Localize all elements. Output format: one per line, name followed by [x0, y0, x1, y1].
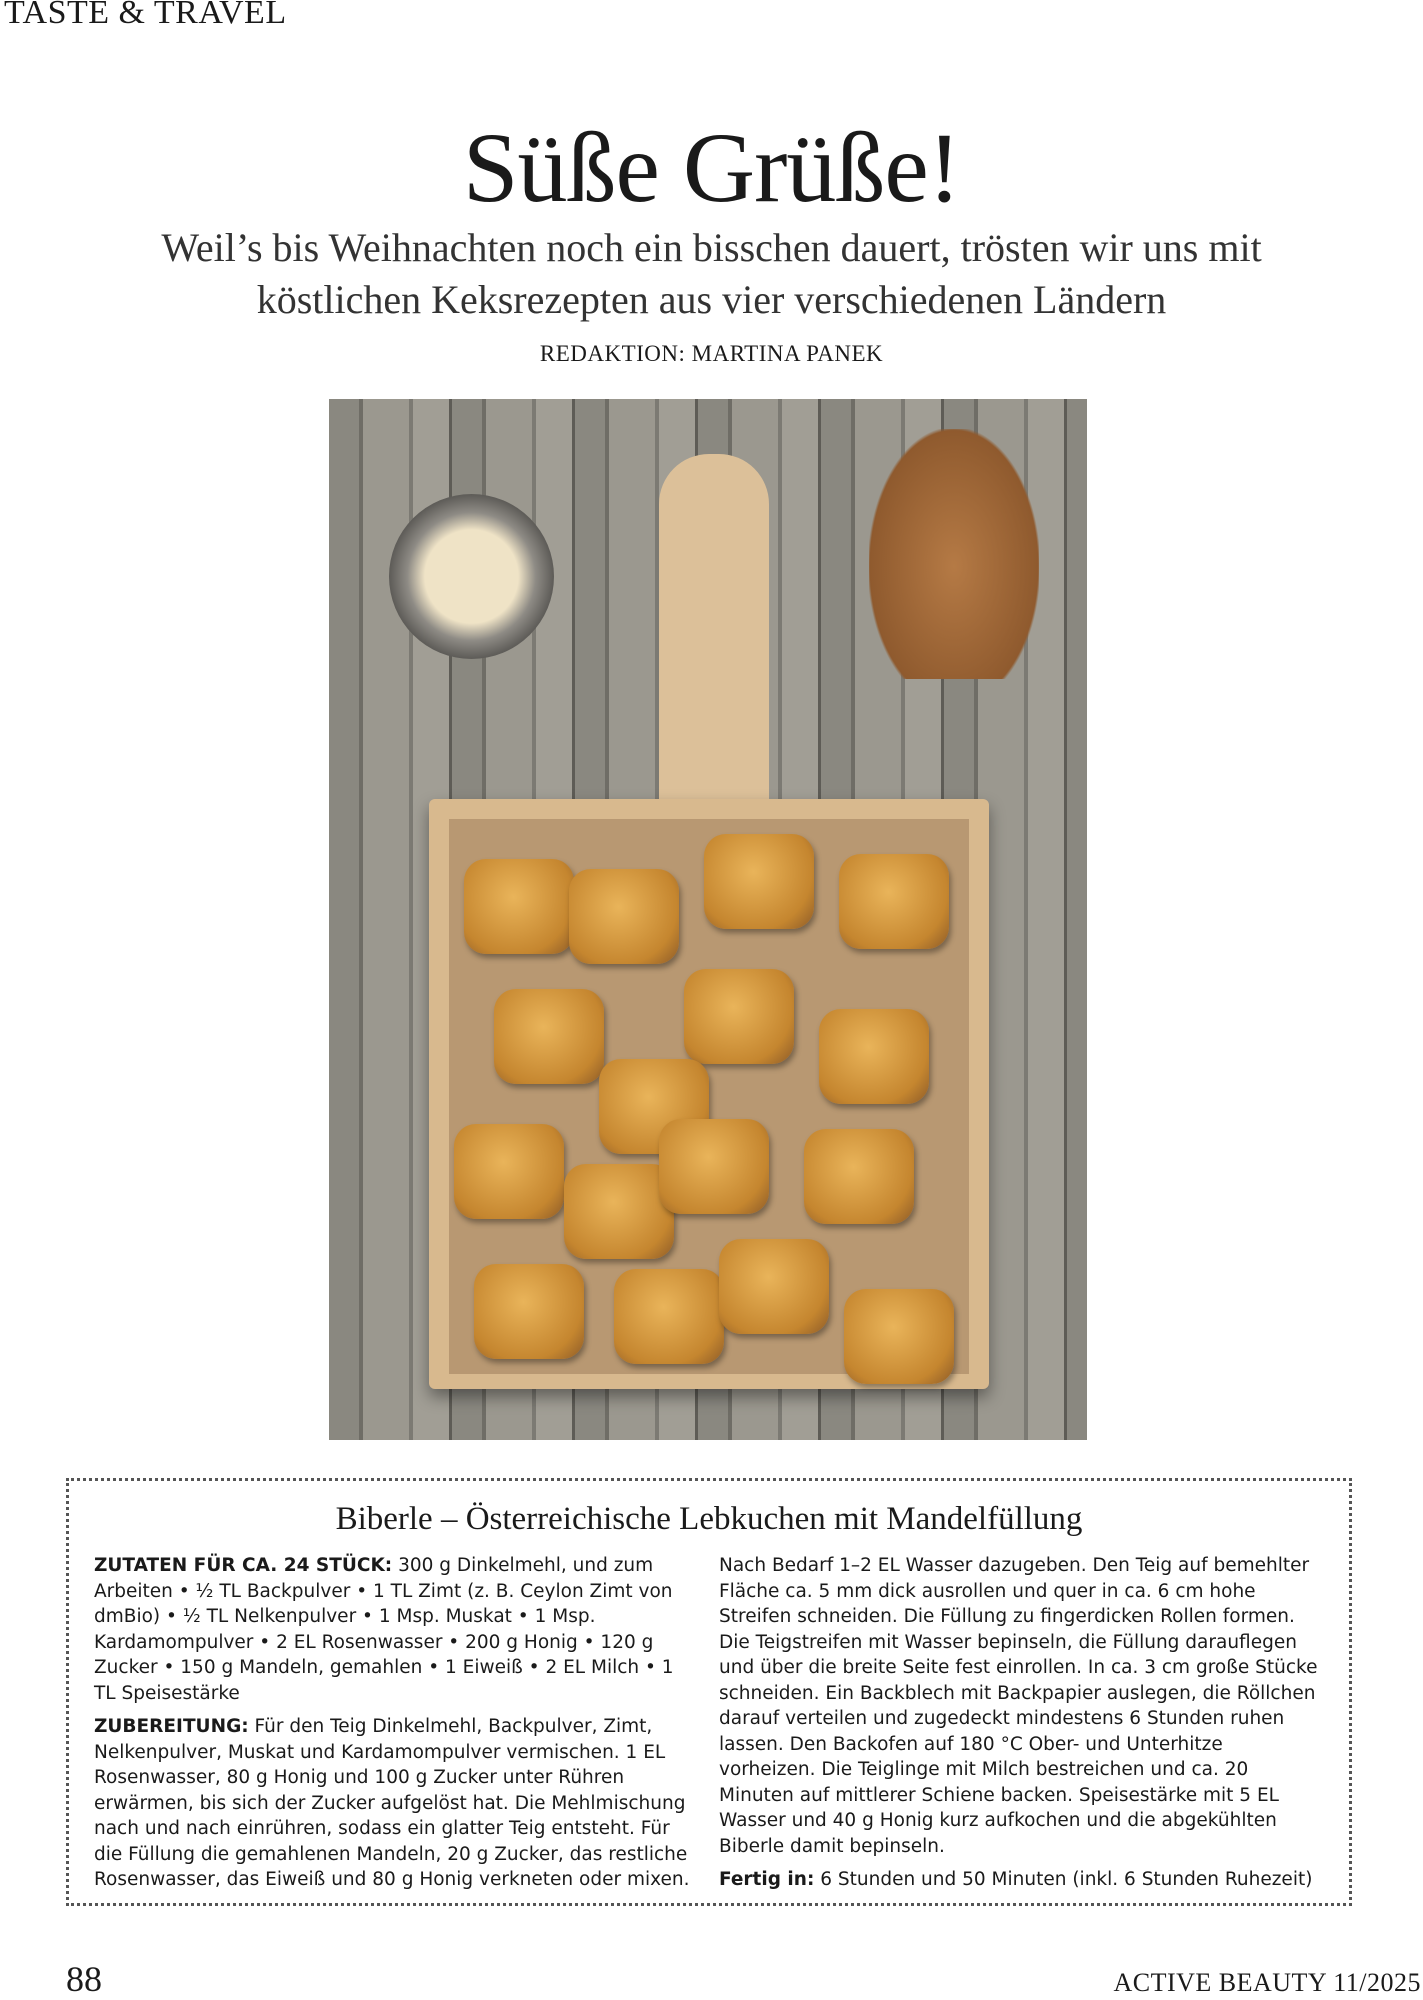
- wooden-board: [429, 799, 989, 1389]
- cookie: [704, 834, 814, 929]
- recipe-photo: [329, 399, 1087, 1440]
- preparation: [94, 1714, 694, 1893]
- recipe-column-right: [719, 1553, 1319, 1901]
- almond-bowl: [389, 494, 554, 659]
- preparation-text: Für den Teig Dinkelmehl, Backpulver, Zimt, Nelkenpulver, Muskat und Kardamompulver vermischen. 1 EL Rosenwasser, 80 g Honig und 100 g Zucker unter Rühren erwärmen, bis sich der Zucker aufgelöst hat. Die Mehlmischung nach und nach einrühren, sodass ein glatter Teig entsteht. Für die Füllung die gemahlenen Mandeln, 20 g Zucker, das restliche Rosenwasser, das Eiweiß und 80 g Honig verkneten oder mixen.: [94, 1716, 690, 1890]
- recipe-column-left: [94, 1553, 694, 1901]
- cookie: [719, 1239, 829, 1334]
- cookie: [839, 854, 949, 949]
- board-handle: [659, 454, 769, 814]
- cookie: [659, 1119, 769, 1214]
- cookie: [819, 1009, 929, 1104]
- preparation-label: ZUBEREITUNG:: [94, 1716, 249, 1737]
- section-label: TASTE & TRAVEL: [4, 0, 287, 31]
- time-label: Fertig in:: [719, 1869, 815, 1890]
- ingredients-label: ZUTATEN FÜR CA. 24 STÜCK:: [94, 1555, 393, 1576]
- cookie: [494, 989, 604, 1084]
- time-value: 6 Stunden und 50 Minuten (inkl. 6 Stunden Ruhezeit): [814, 1869, 1313, 1890]
- preparation-continued: Nach Bedarf 1–2 EL Wasser dazugeben. Den Teig auf bemehlter Fläche ca. 5 mm dick ausrollen und quer in ca. 6 cm hohe Streifen schneiden. Die Füllung zu fingerdicken Rollen formen. Die Teigstreifen mit Wasser bepinseln, die Füllung darauflegen und über die breite Seite fest einrollen. In ca. 3 cm große Stücke schneiden. Ein Backblech mit Backpapier auslegen, die Röllchen darauf verteilen und zugedeckt mindestens 6 Stunden ruhen lassen. Den Backofen auf 180 °C Ober- und Unterhitze vorheizen. Die Teiglinge mit Milch bestreichen und ca. 20 Minuten auf mittlerer Schiene backen. Speisestärke mit 5 EL Wasser und 40 g Honig kurz aufkochen und die abgekühlten Biberle damit bepinseln.: [719, 1555, 1318, 1857]
- cookie: [564, 1164, 674, 1259]
- cookie: [804, 1129, 914, 1224]
- cookie: [464, 859, 574, 954]
- baking-paper: [449, 819, 969, 1374]
- byline: REDAKTION: MARTINA PANEK: [539, 341, 884, 366]
- deer-figurine: [869, 429, 1039, 679]
- recipe-box: [66, 1478, 1352, 1906]
- ingredients: [94, 1553, 694, 1706]
- cookie: [569, 869, 679, 964]
- cookie: [454, 1124, 564, 1219]
- cookie: [844, 1289, 954, 1384]
- magazine-issue: ACTIVE BEAUTY 11/2025: [1113, 1968, 1421, 1997]
- cookie: [684, 969, 794, 1064]
- page-number: 88: [66, 1959, 102, 1999]
- article-title: Süße Grüße!: [462, 112, 961, 223]
- cookie: [474, 1264, 584, 1359]
- article-subtitle: Weil’s bis Weihnachten noch ein bisschen dauert, trösten wir uns mit köstlichen Keksrezepten aus vier verschiedenen Ländern: [161, 225, 1262, 322]
- recipe-title: Biberle – Österreichische Lebkuchen mit Mandelfüllung: [335, 1501, 1083, 1537]
- cookie: [614, 1269, 724, 1364]
- total-time: [719, 1867, 1319, 1893]
- ingredients-text: 300 g Dinkelmehl, und zum Arbeiten • ½ TL Backpulver • 1 TL Zimt (z. B. Ceylon Zimt von dmBio) • ½ TL Nelkenpulver • 1 Msp. Muskat • 1 Msp. Kardamompulver • 2 EL Rosenwasser • 200 g Honig • 120 g Zucker • 150 g Mandeln, gemahlen • 1 Eiweiß • 2 EL Milch • 1 TL Speisestärke: [94, 1555, 674, 1704]
